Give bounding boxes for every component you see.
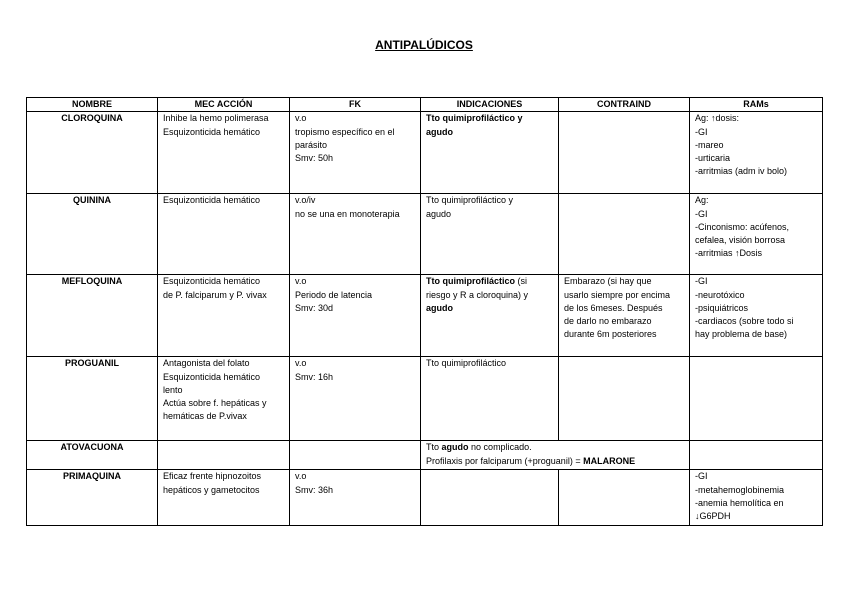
bold-text: MALARONE <box>583 455 636 466</box>
cell-line: v.o <box>295 113 307 124</box>
contraind-cell <box>559 112 690 194</box>
bold-text: Tto quimiprofiláctico <box>426 276 515 287</box>
cell-line: Esquizonticida hemático <box>163 371 261 382</box>
table-row <box>27 275 823 357</box>
cell-line: hay problema de base) <box>695 329 788 340</box>
drug-name: QUININA <box>27 194 158 275</box>
cell-line: Esquizonticida hemático <box>163 126 261 137</box>
table-row <box>27 112 823 194</box>
cell-line: v.o <box>295 358 307 369</box>
cell-line: durante 6m posteriores <box>564 329 657 340</box>
rams-cell <box>690 357 823 441</box>
rams-cell <box>690 470 823 526</box>
cell-line: Antagonista del folato <box>163 358 250 369</box>
bold-text: agudo <box>441 442 469 453</box>
drug-name: MEFLOQUINA <box>27 275 158 357</box>
cell-line: -GI <box>695 276 708 287</box>
indicaciones-cell <box>421 357 559 441</box>
contraind-cell <box>559 357 690 441</box>
fk-cell <box>290 112 421 194</box>
cell-line: -anemia hemolítica en <box>695 497 784 508</box>
cell-line <box>426 455 684 468</box>
cell-line: lento <box>163 384 183 395</box>
mec-accion-cell <box>158 470 290 526</box>
cell-line: hemáticas de P.vivax <box>163 411 247 422</box>
cell-line: -metahemoglobinemia <box>695 484 785 495</box>
cell-line: parásito <box>295 139 328 150</box>
cell-line: -psiquiátricos <box>695 302 749 313</box>
header-rams: RAMs <box>690 98 823 112</box>
rams-cell <box>690 112 823 194</box>
mec-accion-cell <box>158 275 290 357</box>
cell-line: Ag: ↑dosis: <box>695 113 740 124</box>
table-row <box>27 194 823 275</box>
cell-line: Smv: 36h <box>295 484 334 495</box>
cell-line: de los 6meses. Después <box>564 302 663 313</box>
fk-cell <box>290 194 421 275</box>
cell-line: Smv: 16h <box>295 371 334 382</box>
cell-line: riesgo y R a cloroquina) y <box>426 289 529 300</box>
fk-cell <box>290 470 421 526</box>
cell-line: Tto quimiprofiláctico y <box>426 195 514 206</box>
fk-cell <box>290 357 421 441</box>
rams-cell <box>690 194 823 275</box>
drug-name: ATOVACUONA <box>27 441 158 470</box>
fk-cell <box>290 275 421 357</box>
cell-line: Smv: 30d <box>295 302 334 313</box>
cell-line: ↓G6PDH <box>695 511 731 522</box>
cell-line: Ag: <box>695 195 709 206</box>
cell-line: -cardiacos (sobre todo si <box>695 316 794 327</box>
cell-line: v.o/iv <box>295 195 316 206</box>
cell-line: Inhibe la hemo polimerasa <box>163 113 269 124</box>
cell-line: -arritmias ↑Dosis <box>695 248 763 259</box>
cell-line: usarlo siempre por encima <box>564 289 671 300</box>
rams-cell <box>690 441 823 470</box>
mec-accion-cell <box>158 112 290 194</box>
table-row <box>27 441 823 470</box>
table-header-row <box>27 98 823 112</box>
cell-line: -mareo <box>695 139 724 150</box>
mec-accion-cell <box>158 441 290 470</box>
cell-line: no se una en monoterapia <box>295 208 400 219</box>
plain-text: Tto <box>426 442 440 453</box>
indicaciones-cell <box>421 112 559 194</box>
contraind-cell <box>559 470 690 526</box>
cell-line: Embarazo (si hay que <box>564 276 652 287</box>
cell-line: -urticaria <box>695 153 731 164</box>
cell-line: Actúa sobre f. hepáticas y <box>163 398 267 409</box>
contraind-cell <box>559 275 690 357</box>
table-row <box>27 470 823 526</box>
antimalarial-table <box>26 97 823 526</box>
cell-line: -GI <box>695 126 708 137</box>
cell-line: de darlo no embarazo <box>564 316 652 327</box>
header-contraind: CONTRAIND <box>559 98 690 112</box>
cell-line: Esquizonticida hemático <box>163 276 261 287</box>
header-mec-accion: MEC ACCIÓN <box>158 98 290 112</box>
drug-name: CLOROQUINA <box>27 112 158 194</box>
cell-line: -GI <box>695 471 708 482</box>
indicaciones-cell <box>421 275 559 357</box>
rams-cell <box>690 275 823 357</box>
cell-line: Smv: 50h <box>295 153 334 164</box>
cell-line: Esquizonticida hemático <box>163 195 261 206</box>
cell-line: Eficaz frente hipnozoitos <box>163 471 262 482</box>
indicaciones-cell <box>421 194 559 275</box>
cell-line: v.o <box>295 471 307 482</box>
cell-line: v.o <box>295 276 307 287</box>
header-indicaciones: INDICACIONES <box>421 98 559 112</box>
cell-line: cefalea, visión borrosa <box>695 235 786 246</box>
drug-name: PROGUANIL <box>27 357 158 441</box>
cell-line: -GI <box>695 208 708 219</box>
page-title: ANTIPALÚDICOS <box>375 38 473 52</box>
header-fk: FK <box>290 98 421 112</box>
cell-line: -Cinconismo: acúfenos, <box>695 221 790 232</box>
mec-accion-cell <box>158 194 290 275</box>
cell-line: Periodo de latencia <box>295 289 373 300</box>
cell-line: -arritmias (adm iv bolo) <box>695 166 788 177</box>
cell-line: Tto quimiprofiláctico <box>426 358 507 369</box>
cell-line: hepáticos y gametocitos <box>163 484 260 495</box>
cell-line: -neurotóxico <box>695 289 745 300</box>
indicaciones-cell <box>421 470 559 526</box>
mec-accion-cell <box>158 357 290 441</box>
cell-line: agudo <box>426 302 453 313</box>
cell-line: tropismo específico en el <box>295 126 395 137</box>
header-nombre: NOMBRE <box>27 98 158 112</box>
cell-line <box>426 275 553 288</box>
plain-text: (si <box>517 276 528 287</box>
drug-name: PRIMAQUINA <box>27 470 158 526</box>
cell-line: agudo <box>426 126 453 137</box>
cell-line: agudo <box>426 208 452 219</box>
cell-line <box>426 441 684 454</box>
cell-line: de P. falciparum y P. vivax <box>163 289 267 300</box>
fk-cell <box>290 441 421 470</box>
contraind-cell <box>559 194 690 275</box>
indicaciones-cell <box>421 441 690 470</box>
cell-line: Tto quimiprofiláctico y <box>426 113 523 124</box>
plain-text: no complicado. <box>471 442 532 453</box>
table-row <box>27 357 823 441</box>
plain-text: Profilaxis por falciparum (+proguanil) = <box>426 455 581 466</box>
